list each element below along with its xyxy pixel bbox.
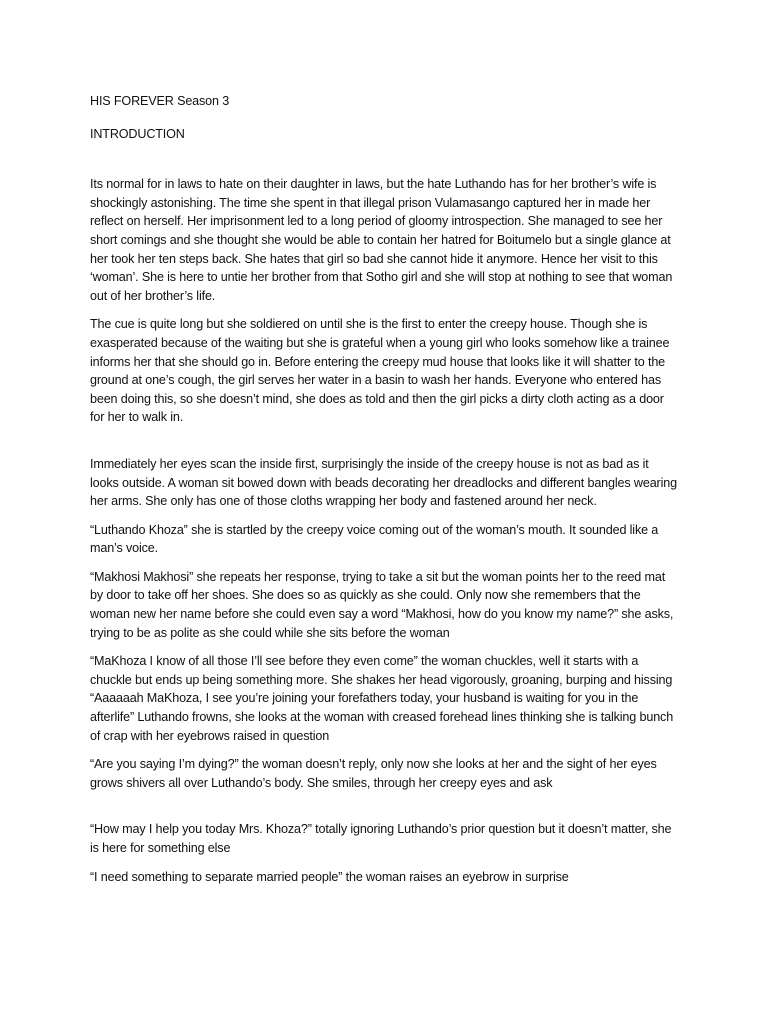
paragraph: Immediately her eyes scan the inside first, surprisingly the inside of the creepy house is not as bad as it looks outside. A woman sit bowed down with beads decorating her dreadlocks and different bangles wearing her arms. She only has one of those cloths wrapping her body and fastened around her neck. — [90, 456, 677, 509]
paragraph: The cue is quite long but she soldiered on until she is the first to enter the creepy house. Though she is exasperated because of the waiting but she is grateful when a young girl who looks somehow like a trainee informs her that she should go in. Before entering the creepy mud house that looks like it will shatter to the ground at one’s cough, the girl serves her water in a basin to wash her hands. Everyone who entered has been doing this, so she doesn’t mind, she does as told and then the girl picks a dirty cloth acting as a door for her to walk in. — [90, 317, 670, 425]
section-heading: INTRODUCTION — [90, 126, 185, 141]
paragraph: “Are you saying I’m dying?” the woman doesn’t reply, only now she looks at her and the sight of her eyes grows shivers all over Luthando’s body. She smiles, through her creepy eyes and ask — [90, 757, 657, 790]
paragraph: Its normal for in laws to hate on their daughter in laws, but the hate Luthando has for her brother’s wife is shockingly astonishing. The time she spent in that illegal prison Vulamasango captured her in made her reflect on herself. Her imprisonment led to a long period of gloomy introspection. She managed to see her short comings and she thought she would be able to contain her hatred for Boitumelo but a single glance at her took her ten steps back. She hates that girl so bad she cannot hide it anymore. Hence her visit to this ‘woman’. She is here to untie her brother from that Sotho girl and she will stop at nothing to see that woman out of her brother’s life. — [90, 177, 673, 303]
paragraph: “How may I help you today Mrs. Khoza?” totally ignoring Luthando’s prior question but it doesn’t matter, she is here for something else — [90, 822, 672, 855]
paragraph: “MaKhoza I know of all those I’ll see before they even come” the woman chuckles, well it starts with a chuckle but ends up being something more. She shakes her head vigorously, groaning, burping and hissing “Aaaaaah MaKhoza, I see you’re joining your forefathers today, your husband is waiting for you in the afterlife” Luthando frowns, she looks at the woman with creased forehead lines thinking she is talking bunch of crap with her eyebrows raised in question — [90, 654, 674, 743]
paragraph: “I need something to separate married people” the woman raises an eyebrow in surprise — [90, 869, 569, 884]
paragraph: “Luthando Khoza” she is startled by the creepy voice coming out of the woman’s mouth. It sounded like a man’s voice. — [90, 522, 659, 556]
document-page — [90, 92, 680, 896]
document-title: HIS FOREVER Season 3 — [90, 94, 230, 108]
paragraph: “Makhosi Makhosi” she repeats her response, trying to take a sit but the woman points her to the reed mat by door to take off her shoes. She does so as quickly as she could. Only now she remembers that the woman new her name before she could even say a word “Makhosi, how do you know my name?” she asks, trying to be as polite as she could while she sits before the woman — [90, 569, 674, 640]
